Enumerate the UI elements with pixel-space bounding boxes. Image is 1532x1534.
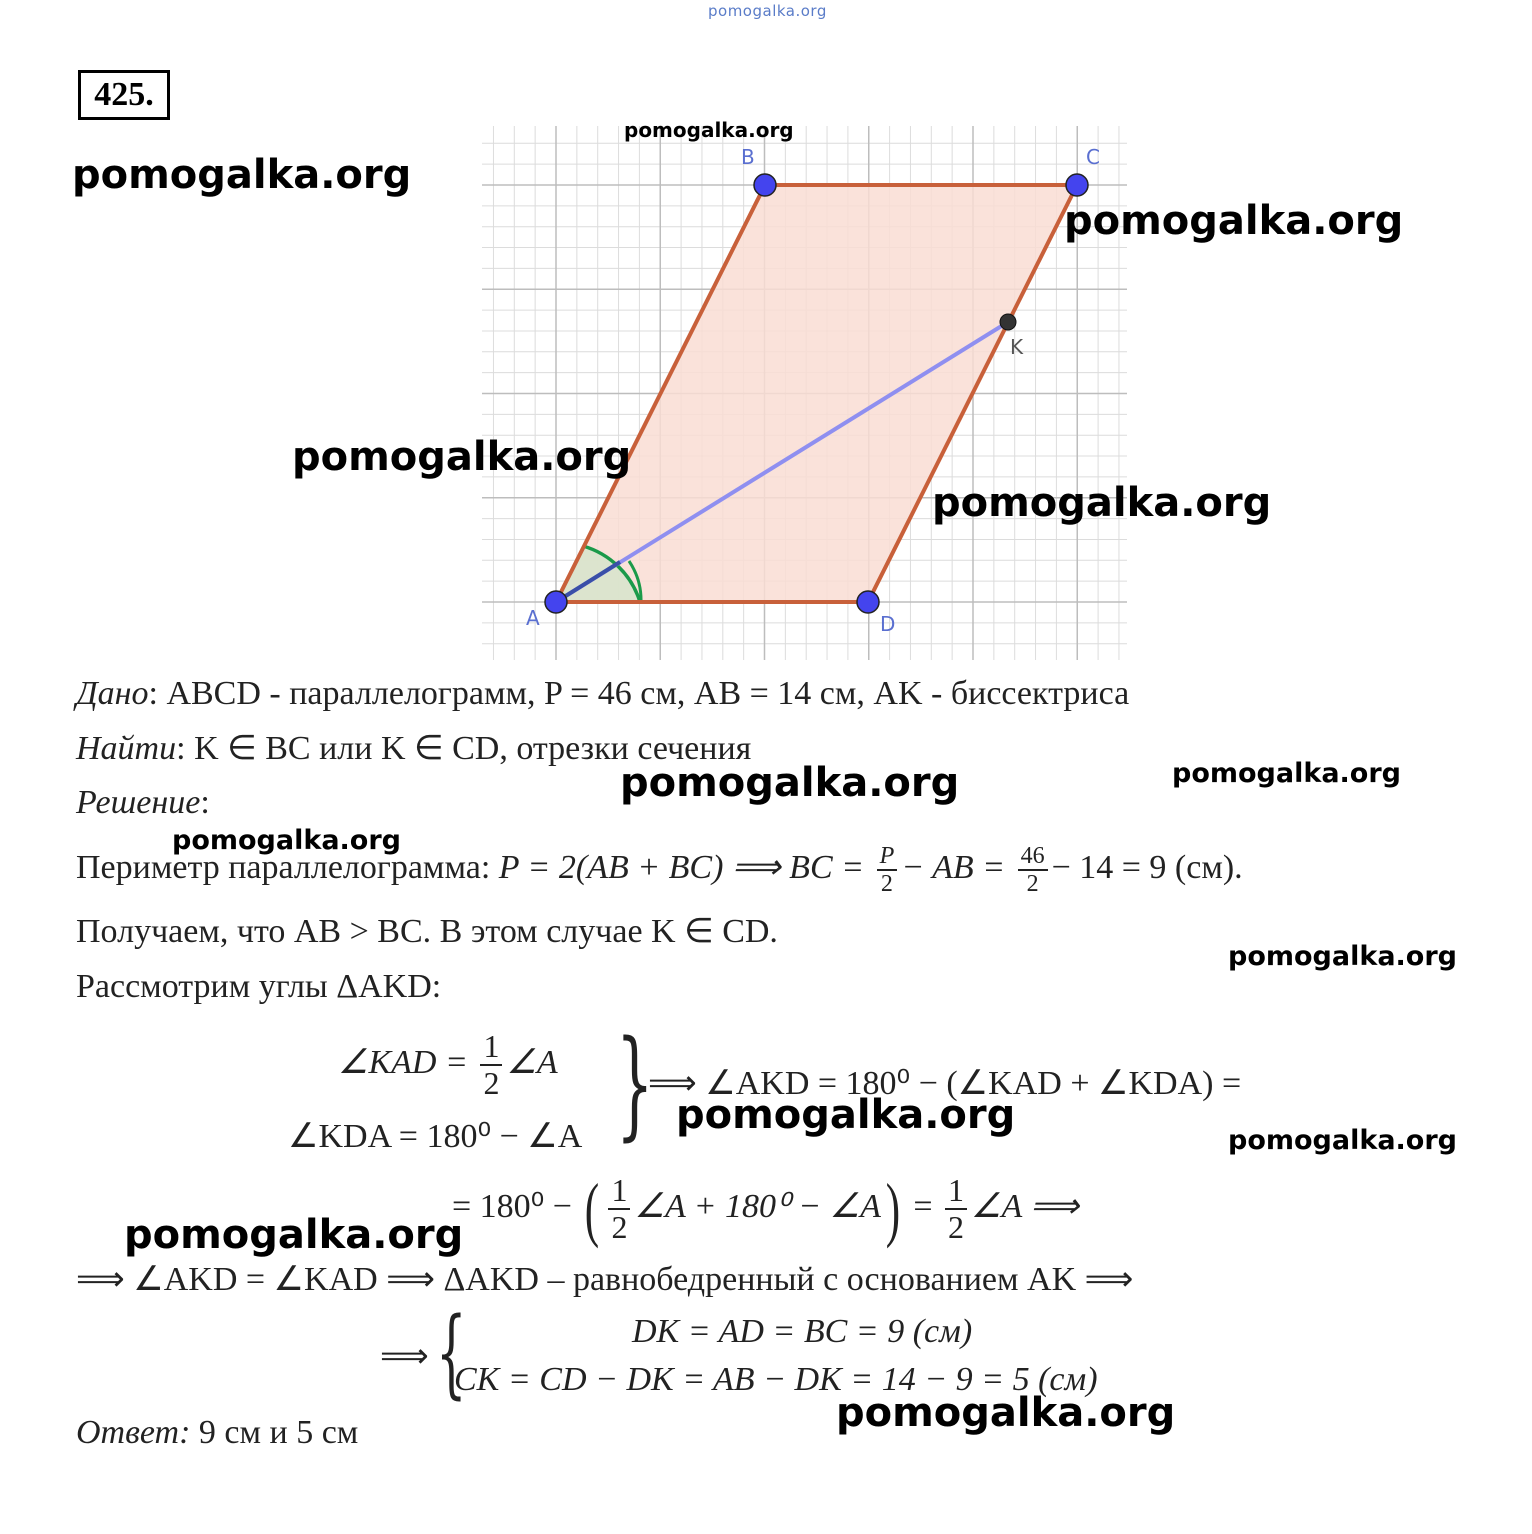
given-text: ABCD - параллелограмм, P = 46 см, AB = 14 см, AK - биссектриса [166, 675, 1130, 712]
parallelogram-figure [0, 0, 1532, 680]
fraction-half [480, 1029, 502, 1101]
vertex-c [1066, 174, 1088, 196]
watermark-top: pomogalka.org [708, 2, 827, 20]
akd-eq-line: ⟹ ∠AKD = 180⁰ − (∠KAD + ∠KDA) = [648, 1065, 1242, 1102]
watermark: pomogalka.org [620, 760, 960, 806]
expand-d: ∠A ⟹ [971, 1188, 1079, 1225]
solution-label: Решение: [76, 784, 210, 821]
label-b: B [741, 145, 755, 169]
frac-den: 2 [1026, 871, 1039, 898]
frac-num: 46 [1018, 843, 1048, 871]
paren-open: ( [585, 1169, 600, 1250]
dk-line: DK = AD = BC = 9 (см) [632, 1313, 973, 1350]
watermark: pomogalka.org [1228, 1125, 1457, 1156]
watermark: pomogalka.org [1228, 941, 1457, 972]
conclusion-line: Получаем, что AB > BC. В этом случае K ∈ CD. [76, 913, 778, 950]
left-brace: { [436, 1297, 467, 1409]
kda-line: ∠KDA = 180⁰ − ∠A [288, 1118, 583, 1155]
answer-label: Ответ: [76, 1414, 191, 1451]
solution-label-text: Решение [76, 784, 201, 821]
kad-line [338, 1018, 558, 1108]
find-line: Найти: K ∈ BC или K ∈ CD, отрезки сечения [76, 730, 752, 767]
vertex-d [857, 591, 879, 613]
perimeter-formula-c: − 14 = 9 (см). [1051, 849, 1243, 886]
perimeter-formula-a: P = 2(AB + BC) ⟹ BC = [498, 849, 865, 886]
given-line: Дано: ABCD - параллелограмм, P = 46 см, AB = 14 см, AK - биссектриса [76, 675, 1130, 712]
frac-num: 1 [945, 1173, 967, 1210]
perimeter-formula-b: − AB = [901, 849, 1006, 886]
expand-c: = [913, 1188, 933, 1225]
isosceles-line: ⟹ ∠AKD = ∠KAD ⟹ ΔAKD – равнобедренный с основанием AK ⟹ [76, 1261, 1134, 1298]
frac-num: P [877, 843, 898, 871]
frac-num: 1 [480, 1029, 502, 1066]
right-brace: } [616, 1014, 654, 1152]
label-a: A [526, 606, 540, 630]
expansion-line [452, 1160, 1079, 1254]
kad-right: ∠A [506, 1044, 558, 1081]
answer-text: 9 см и 5 см [198, 1414, 359, 1451]
label-c: C [1086, 145, 1100, 169]
watermark: pomogalka.org [124, 1212, 464, 1258]
kad-left: ∠KAD = [338, 1044, 468, 1081]
expand-a: = 180⁰ − [452, 1188, 572, 1225]
label-d: D [880, 612, 896, 636]
point-k [1000, 314, 1016, 330]
frac-den: 2 [611, 1209, 628, 1246]
fraction-p-over-2 [877, 843, 898, 898]
vertex-b [754, 174, 776, 196]
watermark: pomogalka.org [932, 480, 1272, 526]
perimeter-prefix: Периметр параллелограмма: [76, 849, 499, 886]
frac-den: 2 [483, 1065, 500, 1102]
find-text: K ∈ BC или K ∈ CD, отрезки сечения [194, 730, 752, 767]
label-k: K [1010, 335, 1024, 359]
fraction-46-over-2 [1018, 843, 1048, 898]
implies-arrow: ⟹ [380, 1338, 429, 1375]
perimeter-line [76, 842, 1243, 906]
fraction-half [945, 1173, 967, 1245]
watermark: pomogalka.org [624, 118, 794, 142]
paren-close: ) [885, 1169, 901, 1250]
frac-den: 2 [948, 1209, 965, 1246]
consider-line: Рассмотрим углы ΔAKD: [76, 968, 442, 1005]
watermark: pomogalka.org [292, 434, 632, 480]
answer-line [76, 1413, 358, 1453]
vertex-a [545, 591, 567, 613]
watermark: pomogalka.org [1172, 758, 1401, 789]
watermark: pomogalka.org [676, 1092, 1016, 1138]
find-label: Найти [76, 730, 177, 767]
watermark: pomogalka.org [72, 152, 412, 198]
fraction-half [608, 1173, 630, 1245]
watermark: pomogalka.org [172, 825, 401, 856]
watermark: pomogalka.org [836, 1390, 1176, 1436]
problem-number: 425. [78, 70, 170, 120]
expand-b: ∠A + 180⁰ − ∠A [634, 1188, 881, 1225]
watermark: pomogalka.org [1064, 198, 1404, 244]
frac-num: 1 [608, 1173, 630, 1210]
ck-line: CK = CD − DK = AB − DK = 14 − 9 = 5 (см) [454, 1361, 1098, 1398]
given-label: Дано [76, 675, 149, 712]
frac-den: 2 [880, 871, 893, 898]
